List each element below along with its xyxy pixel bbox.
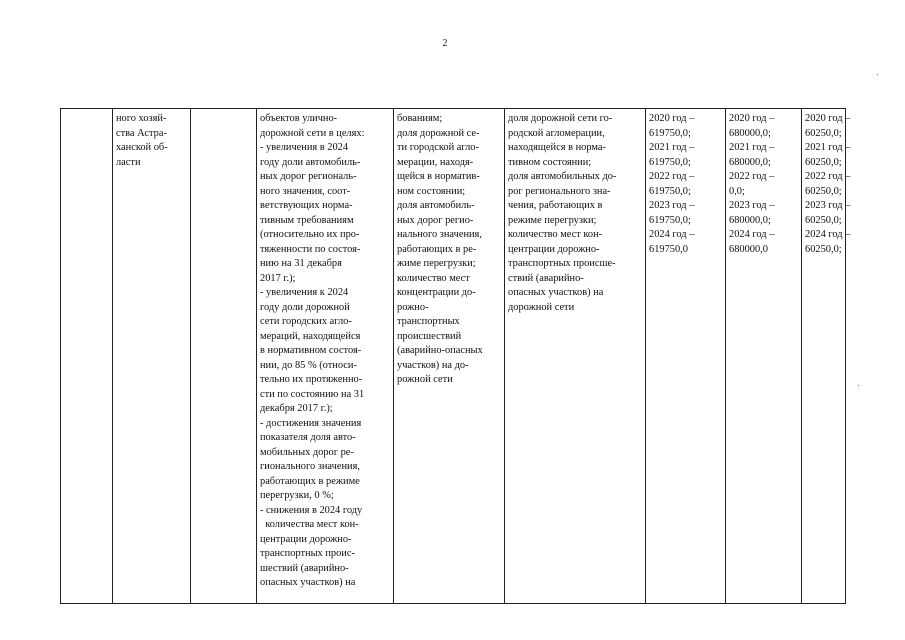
cell-line: ства Астра- <box>116 127 167 139</box>
cell-line: участков) на до- <box>397 359 469 371</box>
cell-line: году доли дорожной <box>260 301 350 313</box>
cell-line: количество мест <box>397 272 470 284</box>
cell-line: - увеличения в 2024 <box>260 142 349 153</box>
cell-line: году доли автомобиль- <box>260 156 361 168</box>
cell-line: 2023 год – <box>649 200 695 211</box>
cell-line: сети городских агло- <box>260 316 352 327</box>
cell-line: рог регионального зна- <box>508 185 611 197</box>
column-divider <box>190 109 191 603</box>
indicators-cell <box>508 112 616 315</box>
funding-cell-1 <box>649 112 694 257</box>
cell-line: 2021 год – <box>805 142 851 153</box>
cell-line: мерации, находя- <box>397 156 474 168</box>
cell-line: количество мест кон- <box>508 229 603 240</box>
cell-line: 60250,0; <box>805 127 842 139</box>
cell-line: ного хозяй- <box>116 113 167 124</box>
cell-line: 60250,0; <box>805 185 842 197</box>
cell-line: показателя доля авто- <box>260 432 356 443</box>
cell-line: тельно их протяженно- <box>260 374 363 385</box>
cell-line: 2024 год – <box>805 229 851 240</box>
cell-line: 2021 год – <box>729 142 775 153</box>
cell-line: шествий (аварийно- <box>260 562 349 574</box>
cell-line: ствий (аварийно- <box>508 272 584 284</box>
cell-line: 2024 год – <box>649 229 695 240</box>
cell-line: концентрации до- <box>397 287 476 298</box>
column-divider <box>725 109 726 603</box>
cell-line: центрации дорожно- <box>260 533 352 545</box>
cell-line: опасных участков) на <box>508 287 604 298</box>
cell-line: (аварийно-опасных <box>397 345 483 356</box>
document-table <box>60 108 851 604</box>
cell-line: (относительно их про- <box>260 229 360 240</box>
cell-line: 2023 год – <box>805 200 851 211</box>
cell-line: тивным требованиям <box>260 214 354 226</box>
cell-line: 619750,0; <box>649 127 691 139</box>
cell-line: дорожной сети в целях: <box>260 127 365 139</box>
cell-line: опасных участков) на <box>260 577 356 588</box>
column-divider <box>801 109 802 603</box>
cell-line: работающих в режиме <box>260 475 360 487</box>
cell-line: ных дорог региональ- <box>260 171 357 182</box>
cell-line: 2024 год – <box>729 229 775 240</box>
cell-line: 60250,0; <box>805 214 842 226</box>
cell-line: нию на 31 декабря <box>260 258 342 269</box>
cell-line: доля автомобиль- <box>397 200 475 211</box>
goals-cell <box>260 112 364 591</box>
cell-line: 2022 год – <box>649 171 695 182</box>
column-divider <box>112 109 113 603</box>
cell-line: мобильных дорог ре- <box>260 446 354 458</box>
cell-line: доля дорожной се- <box>397 127 480 139</box>
cell-line: работающих в ре- <box>397 243 477 255</box>
cell-line: ных дорог регио- <box>397 214 474 226</box>
cell-line: транспортных <box>397 316 460 327</box>
cell-line: декабря 2017 г.); <box>260 403 333 414</box>
cell-line: 2021 год – <box>649 142 695 153</box>
cell-line: объектов улично- <box>260 113 338 124</box>
cell-line: рожно- <box>397 301 429 313</box>
cell-line: тяженности по состоя- <box>260 243 361 255</box>
column-divider <box>393 109 394 603</box>
cell-line: 680000,0; <box>729 156 771 168</box>
cell-line: чения, работающих в <box>508 200 603 211</box>
cell-line: 2020 год – <box>649 113 695 124</box>
cell-line: 619750,0; <box>649 214 691 226</box>
cell-line: - снижения в 2024 году <box>260 504 363 516</box>
cell-line: доля дорожной сети го- <box>508 113 613 124</box>
cell-line: находящейся в норма- <box>508 142 606 153</box>
cell-line: 60250,0; <box>805 243 842 255</box>
cell-line: родской агломерации, <box>508 127 605 139</box>
cell-line: транспортных происше- <box>508 258 616 269</box>
cell-line: в нормативном состоя- <box>260 345 362 356</box>
cell-line: количества мест кон- <box>260 519 359 530</box>
cell-line: бованиям; <box>397 113 443 124</box>
cell-line: режиме перегрузки; <box>508 214 597 226</box>
funding-cell-3 <box>805 112 850 257</box>
requirements-cell <box>397 112 483 388</box>
funding-cell-2 <box>729 112 774 257</box>
cell-line: тивном состоянии; <box>508 156 592 168</box>
cell-line: мераций, находящейся <box>260 330 361 342</box>
cell-line: ветствующих норма- <box>260 200 353 211</box>
scan-speck <box>858 385 859 386</box>
column-divider <box>645 109 646 603</box>
cell-line: 2020 год – <box>729 113 775 124</box>
cell-line: 619750,0 <box>649 243 688 255</box>
cell-line: щейся в норматив- <box>397 171 480 182</box>
cell-line: происшествий <box>397 330 462 342</box>
cell-line: жиме перегрузки; <box>397 258 476 269</box>
column-divider <box>256 109 257 603</box>
cell-line: центрации дорожно- <box>508 243 600 255</box>
cell-line: 680000,0 <box>729 243 768 255</box>
cell-line: ном состоянии; <box>397 185 466 197</box>
cell-line: доля автомобильных до- <box>508 171 617 182</box>
cell-line: - увеличения к 2024 <box>260 287 349 298</box>
cell-line: ти городской агло- <box>397 142 479 153</box>
cell-line: сти по состоянию на 31 <box>260 388 365 400</box>
cell-line: рожной сети <box>397 374 453 385</box>
cell-line: нального значения, <box>397 229 482 240</box>
scan-speck <box>877 74 878 75</box>
cell-line: 2023 год – <box>729 200 775 211</box>
cell-line: 619750,0; <box>649 185 691 197</box>
cell-line: транспортных проис- <box>260 548 355 559</box>
cell-line: перегрузки, 0 %; <box>260 490 334 501</box>
page-number: 2 <box>442 38 448 49</box>
column-divider <box>504 109 505 603</box>
cell-line: 2017 г.); <box>260 272 296 284</box>
org-cell <box>116 112 168 170</box>
cell-line: 680000,0; <box>729 127 771 139</box>
cell-line: - достижения значения <box>260 417 362 429</box>
cell-line: 0,0; <box>729 185 745 197</box>
cell-line: дорожной сети <box>508 301 575 313</box>
cell-line: ханской об- <box>116 142 168 153</box>
cell-line: 680000,0; <box>729 214 771 226</box>
cell-line: нии, до 85 % (относи- <box>260 359 357 371</box>
cell-line: 60250,0; <box>805 156 842 168</box>
cell-line: 2022 год – <box>729 171 775 182</box>
cell-line: 2022 год – <box>805 171 851 182</box>
cell-line: ного значения, соот- <box>260 185 351 197</box>
cell-line: 619750,0; <box>649 156 691 168</box>
cell-line: 2020 год – <box>805 113 851 124</box>
cell-line: ласти <box>116 156 141 168</box>
cell-line: гионального значения, <box>260 461 360 472</box>
